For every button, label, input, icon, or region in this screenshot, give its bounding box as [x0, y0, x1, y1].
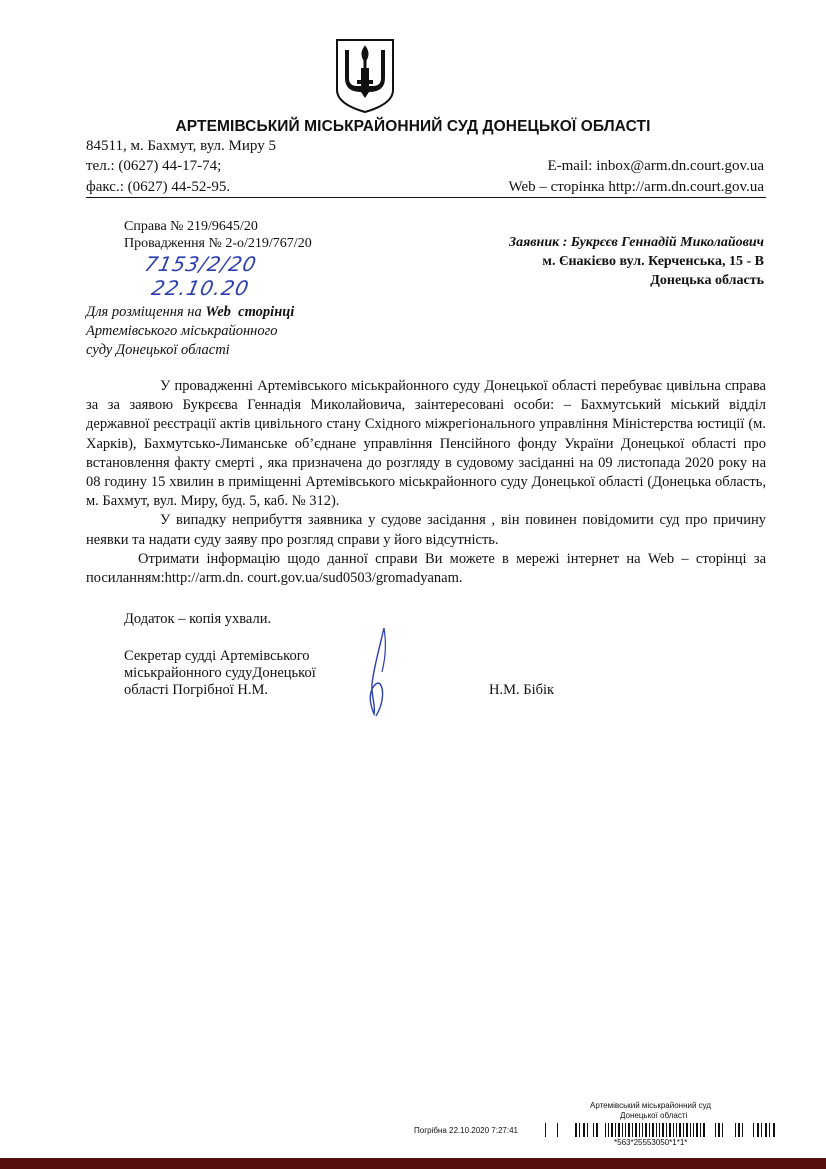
- case-number: Справа № 219/9645/20: [124, 219, 258, 234]
- scan-edge-border: [0, 1158, 826, 1169]
- body-paragraph-1: У провадженні Артемівського міськрайонного суду Донецької області перебуває цивільна справа за за заявою Букрєєва Геннадія Миколайовича, заінтересовані особи: – Бахмутський міський відділ державної реєстрації актів цивільного стану Східного міжрегіонального управління Міністерства юстиції (м. Харків), Бахмутсько-Лиманське об’єднане управління Пенсійного фонду України Донецької області про встановлення факту смерті , яка призначена до розгляду в судовому засіданні на 09 листопада 2020 року на 08 годину 15 хвилин в приміщенні Артемівського міськрайонного суду Донецької області (Донецька область, м. Бахмут, вул. Миру, буд. 5, каб. № 312).: [86, 378, 766, 510]
- court-web: Web – сторінка http://arm.dn.court.gov.ua: [508, 179, 764, 195]
- web-note-line2: Артемівського міськрайонного: [86, 323, 278, 339]
- body-paragraph-3: Отримати інформацію щодо данної справи Ви можете в мережі інтернет на Web – сторінці за посиланням:http://arm.dn. court.gov.ua/sud0503/gromadyanam.: [86, 550, 766, 587]
- web-publication-note: [86, 303, 294, 360]
- applicant-address: м. Єнакієво вул. Керченська, 15 - В: [542, 254, 764, 269]
- applicant-region: Донецька область: [650, 273, 764, 288]
- court-email: E-mail: inbox@arm.dn.court.gov.ua: [547, 158, 764, 174]
- court-phone: тел.: (0627) 44-17-74;: [86, 158, 222, 174]
- handwritten-date: 22.10.20: [149, 276, 252, 300]
- coat-of-arms-emblem: [335, 38, 395, 114]
- secretary-line-3: області Погрібної Н.М.: [124, 682, 268, 698]
- court-fax: факс.: (0627) 44-52-95.: [86, 179, 231, 195]
- letter-body: [86, 377, 766, 588]
- footer-court-line-1: Артемівський міськрайонний суд: [590, 1101, 712, 1110]
- footer-court-line-2: Донецької області: [620, 1111, 688, 1120]
- header-divider: [86, 197, 766, 198]
- web-note-suffix: сторінці: [238, 304, 295, 320]
- attachment-note: Додаток – копія ухвали.: [124, 611, 272, 627]
- barcode-text: *563*25553050*1*1*: [614, 1138, 688, 1147]
- web-note-line3: суду Донецької області: [86, 342, 230, 358]
- court-address: 84511, м. Бахмут, вул. Миру 5: [86, 138, 276, 154]
- secretary-line-1: Секретар судді Артемівського: [124, 648, 310, 664]
- body-paragraph-2: У випадку неприбуття заявника у судове засідання , він повинен повідомити суд про причину неявки та надати суду заяву про розгляд справи у його відсутність.: [86, 512, 766, 548]
- secretary-signature-block: [124, 648, 316, 699]
- handwritten-signature: [362, 626, 396, 718]
- barcode: [545, 1123, 777, 1137]
- proceeding-number: Провадження № 2-о/219/767/20: [124, 236, 312, 251]
- applicant-block: [509, 233, 764, 290]
- signer-name: Н.М. Бібік: [489, 682, 555, 698]
- handwritten-registration-number: 7153/2/20: [142, 252, 260, 276]
- secretary-line-2: міськрайонного судуДонецької: [124, 665, 316, 681]
- web-note-web: Web: [205, 304, 231, 320]
- applicant-name: Заявник : Букрєєв Геннадій Миколайович: [508, 235, 764, 250]
- web-note-prefix: Для розміщення на: [86, 304, 202, 320]
- court-title: АРТЕМІВСЬКИЙ МІСЬКРАЙОННИЙ СУД ДОНЕЦЬКОЇ ОБЛАСТІ: [175, 118, 651, 135]
- footer-timestamp: Погрібна 22.10.2020 7:27:41: [414, 1126, 518, 1135]
